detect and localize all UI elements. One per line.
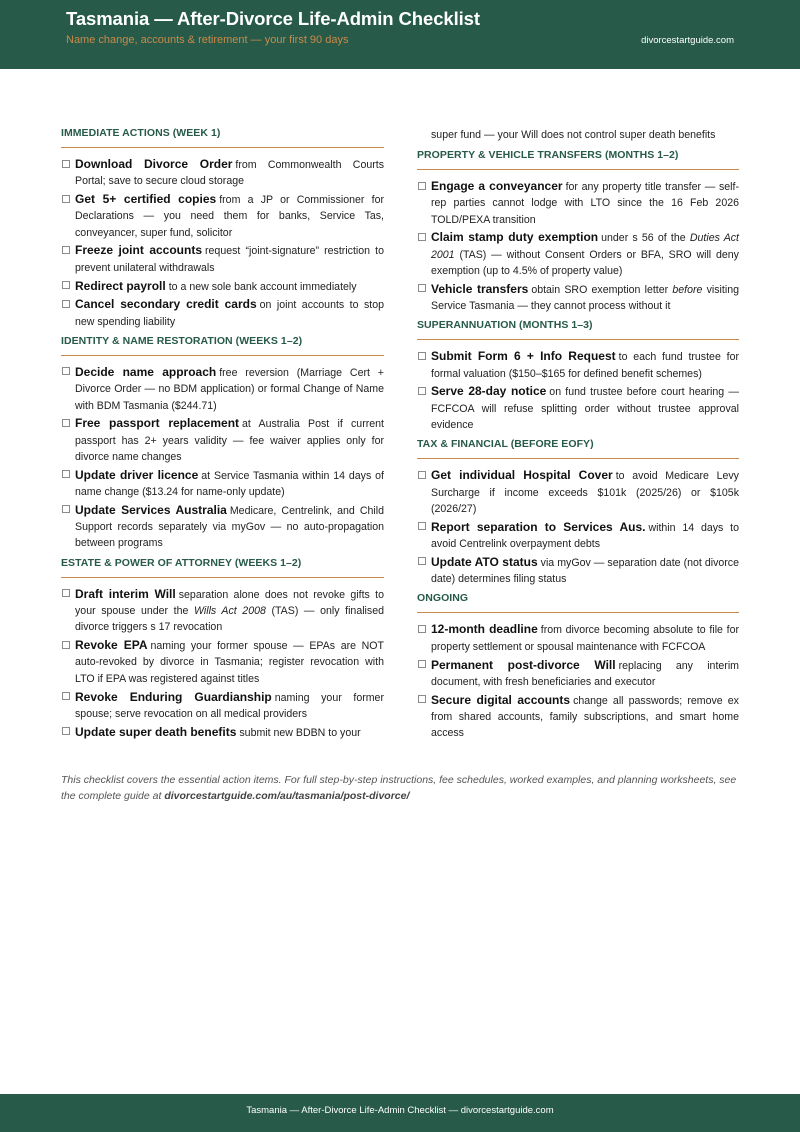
checklist-item (61, 689, 384, 723)
checklist-item (61, 467, 384, 501)
section-heading-property-vehicle-transfers-months-1-2: PROPERTY & VEHICLE TRANSFERS (MONTHS 1–2) (417, 149, 739, 170)
item-description: under s 56 of the (601, 232, 686, 245)
item-title: Vehicle transfers (431, 281, 529, 296)
checkbox[interactable] (62, 505, 70, 513)
checklist-item (61, 191, 384, 241)
page-header (0, 0, 800, 69)
footer-text: Tasmania — After-Divorce Life-Admin Checklist — divorcestartguide.com (246, 1105, 554, 1116)
checklist-item (61, 296, 384, 330)
item-title: Engage a conveyancer (431, 179, 563, 193)
checklist-item (417, 229, 739, 279)
item-description: separation alone does not revoke gifts to your spouse under the (75, 588, 385, 618)
item-description: (TAS) — without Consent Orders or BFA, SRO will deny exemption (up to 4.5% of property value) (431, 248, 739, 277)
checkbox[interactable] (62, 246, 70, 254)
right-column (417, 127, 739, 743)
checkbox[interactable] (62, 300, 70, 308)
item-description: change all passwords; remove ex from shared accounts, family subscriptions, and smart home access (431, 694, 739, 740)
item-title: Update Services Australia (75, 502, 227, 517)
footnote (61, 772, 741, 804)
checkbox[interactable] (418, 522, 426, 530)
checklist-item (61, 242, 384, 276)
item-description: at Service Tasmania within 14 days of name change ($13.24 for name-only update) (75, 469, 384, 499)
item-description: for any property title transfer — self-rep parties cannot lodge with LTO since the 16 Feb 2026 TOLD/PEXA transition (431, 181, 739, 226)
page-footer (0, 1094, 800, 1132)
checkbox[interactable] (62, 727, 70, 735)
item-description: submit new BDBN to your (239, 726, 361, 739)
checkbox[interactable] (62, 281, 70, 289)
checklist-item (417, 657, 739, 691)
checklist-item (61, 724, 384, 741)
item-description: from a JP or Commissioner for Declarations — you need them for banks, Service Tas, conveyancer, super fund, solicitor (75, 194, 384, 239)
page-title: Tasmania — After-Divorce Life-Admin Checklist (66, 8, 480, 29)
item-title: Cancel secondary credit cards (75, 297, 257, 312)
item-title: Submit Form 6 + Info Request (431, 349, 616, 364)
item-description: request “joint-signature” restriction to prevent unilateral withdrawals (75, 245, 384, 274)
item-title: Update ATO status (431, 554, 538, 569)
checkbox[interactable] (418, 233, 426, 241)
item-title: Secure digital accounts (431, 692, 571, 707)
section-heading-tax-financial-before-eofy: TAX & FINANCIAL (BEFORE EOFY) (417, 438, 739, 459)
item-description: within 14 days to avoid Centrelink overpayment debts (431, 521, 739, 551)
checklist-item (61, 637, 384, 687)
item-description: from Commonwealth Courts Portal; save to secure cloud storage (75, 159, 384, 188)
checkbox[interactable] (418, 625, 426, 633)
item-title: Freeze joint accounts (75, 243, 203, 258)
checklist-item (61, 364, 384, 414)
item-title: Revoke EPA (75, 638, 148, 653)
item-title: Permanent post-divorce Will (431, 657, 616, 672)
section-heading-estate-power-of-attorney-weeks-1-2: ESTATE & POWER OF ATTORNEY (WEEKS 1–2) (61, 557, 384, 578)
checkbox[interactable] (418, 284, 426, 292)
checklist-item (61, 415, 384, 465)
checkbox[interactable] (418, 471, 426, 479)
checklist-item (61, 156, 384, 190)
checkbox[interactable] (418, 695, 426, 703)
item-description: visiting Service Tasmania — they cannot process without it (431, 283, 739, 313)
checklist-item (61, 278, 384, 295)
item-emphasis: Duties Act 2001 (431, 232, 739, 261)
item-title: Update driver licence (75, 467, 199, 482)
item-description: to avoid Medicare Levy Surcharge if income exceeds $101k (2025/26) or $105k (2026/27) (431, 470, 739, 515)
header-site-link[interactable]: divorcestartguide.com (641, 35, 734, 46)
checkbox[interactable] (62, 692, 70, 700)
item-description: naming your former spouse — EPAs are NOT auto-revoked by divorce in Tasmania; register revocation with LTO if EPA was registered against titles (75, 640, 384, 685)
item-title: Report separation to Services Aus. (431, 519, 646, 534)
item-title: Redirect payroll (75, 278, 166, 293)
item-description: obtain SRO exemption letter (531, 283, 669, 296)
item-description: naming your former spouse; serve revocation on all medical providers (75, 691, 384, 720)
item-title: Draft interim Will (75, 586, 176, 601)
item-description: Medicare, Centrelink, and Child Support records separately via myGov — no auto-propagation between programs (75, 504, 385, 550)
checkbox[interactable] (62, 195, 70, 203)
checklist-item (417, 178, 739, 228)
section-heading-ongoing: ONGOING (417, 592, 739, 613)
item-title: 12-month deadline (431, 622, 538, 637)
checkbox[interactable] (62, 367, 70, 375)
checklist-item (417, 554, 739, 588)
section-heading-identity-name-restoration-weeks-1-2: IDENTITY & NAME RESTORATION (WEEKS 1–2) (61, 335, 384, 356)
item-title: Update super death benefits (75, 724, 237, 739)
item-description: replacing any interim document, with fresh beneficiaries and executor (431, 659, 739, 688)
item-title: Serve 28-day notice (431, 384, 547, 399)
checkbox[interactable] (418, 352, 426, 360)
checkbox[interactable] (62, 470, 70, 478)
checkbox[interactable] (418, 557, 426, 565)
item-description: free reversion (Marriage Cert + Divorce Order — no BDM application) or formal Change of Name with BDM Tasmania ($244.71) (75, 366, 384, 412)
checklist-item (61, 586, 384, 636)
checklist-item (417, 281, 739, 315)
section-heading-immediate-actions-week-1: IMMEDIATE ACTIONS (WEEK 1) (61, 127, 384, 148)
checkbox[interactable] (62, 419, 70, 427)
page-subtitle: Name change, accounts & retirement — your first 90 days (66, 34, 349, 46)
item-title: Claim stamp duty exemption (431, 230, 599, 245)
item-title: Decide name approach (75, 364, 217, 379)
item-emphasis: before (672, 283, 703, 296)
item-emphasis: Wills Act 2008 (193, 605, 266, 618)
checklist-item (417, 692, 739, 742)
checkbox[interactable] (62, 589, 70, 597)
item-title: Free passport replacement (75, 416, 240, 431)
checklist-item (417, 519, 739, 553)
item-title: Download Divorce Order (75, 157, 233, 171)
item-description: via myGov — separation date (not divorce date) determines filing status (431, 556, 739, 586)
item-description: (TAS) — only finalised divorce triggers s 17 revocation (75, 605, 384, 634)
footnote-guide-link[interactable]: divorcestartguide.com/au/tasmania/post-divorce/ (164, 790, 410, 802)
checkbox[interactable] (62, 160, 70, 168)
item-description: to a new sole bank account immediately (168, 280, 357, 293)
item-title: Get 5+ certified copies (75, 192, 217, 207)
checkbox[interactable] (62, 641, 70, 649)
item-description: at Australia Post if current passport has 2+ years validity — fee waiver applies only for divorce name changes (75, 418, 384, 463)
checkbox[interactable] (418, 182, 426, 190)
item-title: Get individual Hospital Cover (431, 468, 613, 483)
item-description: from divorce becoming absolute to file for property settlement or spousal maintenance with FCFCOA (431, 624, 739, 653)
item-description: on fund trustee before court hearing — FCFCOA will refuse splitting order without trustee approval evidence (431, 386, 739, 432)
checklist-item (61, 502, 384, 552)
footnote-text: This checklist covers the essential action items. For full step-by-step instructions, fee schedules, worked examples, and planning worksheets, see the complete guide at (61, 774, 737, 802)
left-column (61, 127, 384, 742)
item-description: to each fund trustee for formal valuation ($150–$165 for defined benefit schemes) (431, 351, 739, 380)
checkbox[interactable] (418, 660, 426, 668)
continued-item-text: super fund — your Will does not control super death benefits (431, 129, 716, 141)
section-heading-superannuation-months-1-3: SUPERANNUATION (MONTHS 1–3) (417, 319, 739, 340)
checklist-item (417, 348, 739, 382)
item-title: Revoke Enduring Guardianship (75, 689, 272, 704)
checklist-item (417, 467, 739, 517)
checkbox[interactable] (418, 387, 426, 395)
item-description: on joint accounts to stop new spending liability (75, 299, 384, 328)
checklist-item (417, 383, 739, 433)
checklist-item (417, 621, 739, 655)
